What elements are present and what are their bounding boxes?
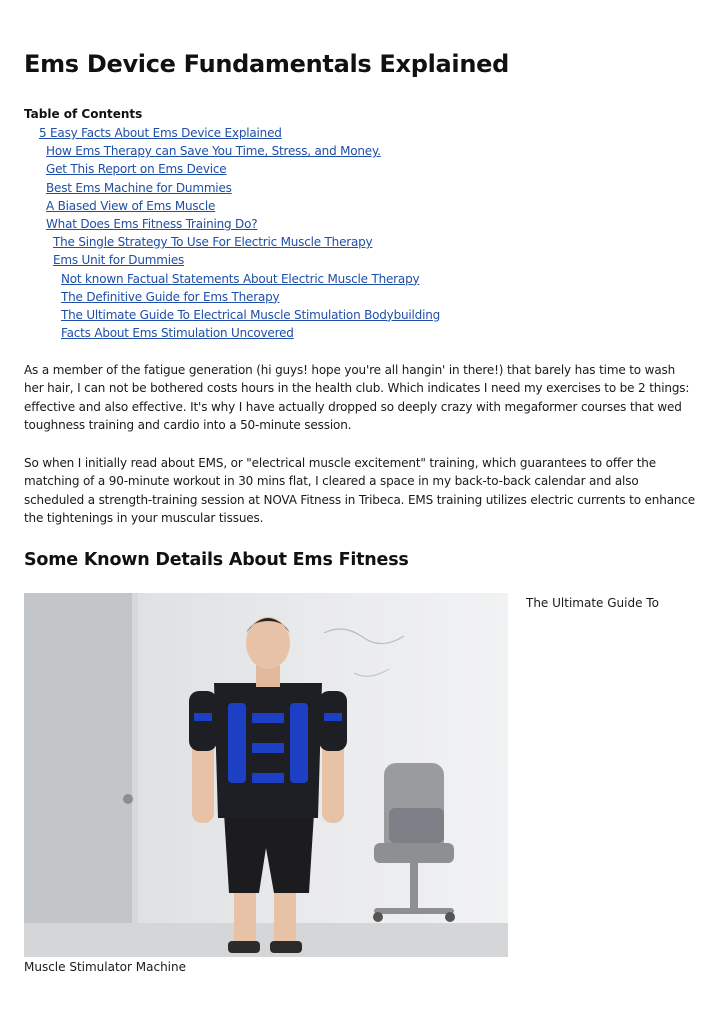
article-photo (24, 593, 508, 957)
toc-item (24, 306, 440, 324)
toc-link[interactable]: What Does Ems Fitness Training Do? (46, 216, 258, 231)
toc-item (24, 324, 440, 342)
toc-link[interactable]: Best Ems Machine for Dummies (46, 180, 232, 195)
table-of-contents (24, 124, 440, 342)
page-title: Ems Device Fundamentals Explained (24, 50, 509, 78)
toc-item (24, 233, 440, 251)
toc-item (24, 160, 440, 178)
section-heading: Some Known Details About Ems Fitness (24, 550, 409, 570)
toc-item (24, 215, 440, 233)
toc-item (24, 124, 440, 142)
toc-link[interactable]: A Biased View of Ems Muscle (46, 198, 216, 213)
toc-link[interactable]: 5 Easy Facts About Ems Device Explained (39, 126, 282, 140)
toc-item (24, 288, 440, 306)
toc-link[interactable]: The Single Strategy To Use For Electric Muscle Therapy (53, 235, 373, 250)
toc-link[interactable]: Get This Report on Ems Device (46, 162, 227, 177)
toc-link[interactable]: Not known Factual Statements About Electric Muscle Therapy (61, 271, 420, 286)
toc-item (24, 270, 440, 288)
toc-link[interactable]: How Ems Therapy can Save You Time, Stress, and Money. (46, 144, 381, 159)
photo-illustration (24, 593, 508, 957)
toc-item (24, 142, 440, 160)
toc-link[interactable]: Ems Unit for Dummies (53, 253, 185, 268)
photo-caption: Muscle Stimulator Machine (24, 960, 187, 974)
paragraph: So when I initially read about EMS, or "electrical muscle excitement" training, which guarantees to offer the matching of a 90-minute workout in 30 mins flat, I cleared a space in my back-to-back calendar and also scheduled a strength-training session at NOVA Fitness in Tribeca. EMS training utilizes electric currents to enhance the tightenings in your muscular tissues. (24, 456, 696, 525)
toc-link[interactable]: The Ultimate Guide To Electrical Muscle Stimulation Bodybuilding (61, 307, 441, 322)
side-caption: The Ultimate Guide To (526, 596, 659, 610)
toc-item (24, 251, 440, 269)
toc-link[interactable]: The Definitive Guide for Ems Therapy (61, 289, 280, 304)
toc-heading: Table of Contents (24, 107, 143, 121)
toc-link[interactable]: Facts About Ems Stimulation Uncovered (61, 326, 294, 341)
toc-item (24, 197, 440, 215)
paragraph: As a member of the fatigue generation (hi guys! hope you're all hangin' in there!) that barely has time to wash her hair, I can not be bothered costs hours in the health club. Which indicates I need my exercises to be 2 things: effective and also effective. It's why I have actually dropped so deeply crazy with megaformer courses that wed toughness training and cardio into a 50-minute session. (24, 363, 690, 432)
toc-item (24, 179, 440, 197)
